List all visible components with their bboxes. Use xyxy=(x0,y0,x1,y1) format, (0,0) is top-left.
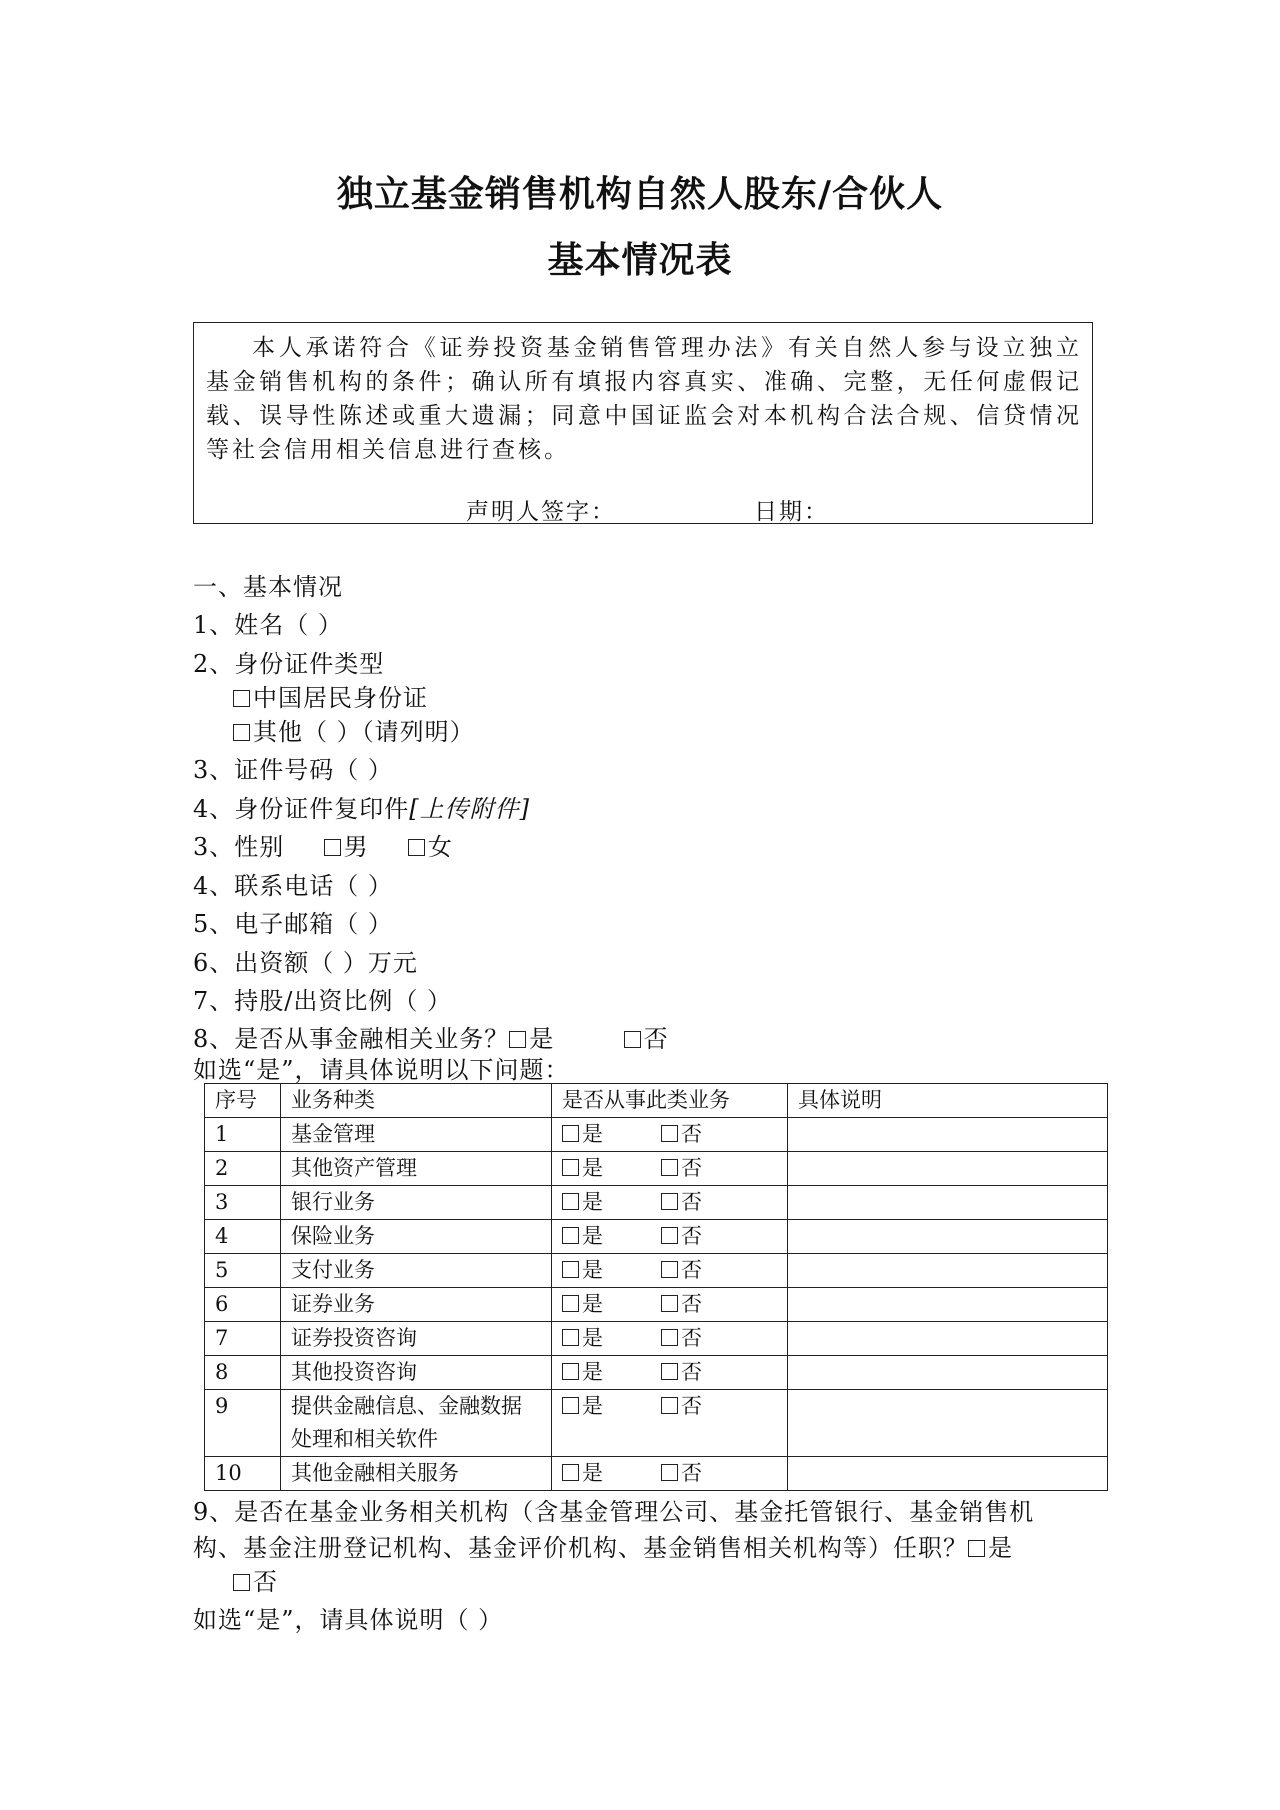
row-detail[interactable] xyxy=(788,1152,1108,1186)
q8-yes-checkbox[interactable] xyxy=(509,1031,526,1048)
row-no: 7 xyxy=(205,1322,281,1356)
table-row xyxy=(205,1288,1108,1322)
id-option-resident[interactable] xyxy=(233,678,428,713)
declaration-box xyxy=(193,322,1093,524)
row-no-label: 否 xyxy=(681,1156,702,1180)
row-engaged xyxy=(552,1457,788,1491)
item-ratio: 7、持股/出资比例（ ） xyxy=(193,987,452,1015)
row-no-checkbox[interactable] xyxy=(661,1397,678,1414)
row-yes-checkbox[interactable] xyxy=(562,1193,579,1210)
row-detail[interactable] xyxy=(788,1220,1108,1254)
item-id-copy xyxy=(193,789,530,824)
q8-label: 8、是否从事金融相关业务？ xyxy=(193,1025,510,1053)
row-no-checkbox[interactable] xyxy=(661,1125,678,1142)
table-row xyxy=(205,1457,1108,1491)
upload-attachment-link[interactable]: [上传附件] xyxy=(409,795,531,823)
row-engaged xyxy=(552,1322,788,1356)
item-q8 xyxy=(193,1019,669,1054)
row-no-checkbox[interactable] xyxy=(661,1261,678,1278)
female-label: 女 xyxy=(427,833,453,861)
q8-note: 如选“是”，请具体说明以下问题： xyxy=(193,1056,570,1084)
row-engaged xyxy=(552,1152,788,1186)
table-row xyxy=(205,1118,1108,1152)
other-id-label: 其他（ ）（请列明） xyxy=(253,718,475,746)
table-row xyxy=(205,1186,1108,1220)
form-title-line2: 基本情况表 xyxy=(547,240,733,281)
q9-no-label: 否 xyxy=(253,1568,278,1596)
header-engaged: 是否从事此类业务 xyxy=(552,1084,788,1118)
row-no-label: 否 xyxy=(681,1122,702,1146)
row-detail[interactable] xyxy=(788,1254,1108,1288)
row-yes-label: 是 xyxy=(582,1156,603,1180)
row-detail[interactable] xyxy=(788,1390,1108,1457)
row-detail[interactable] xyxy=(788,1118,1108,1152)
header-detail: 具体说明 xyxy=(788,1084,1108,1118)
table-header-row xyxy=(205,1084,1108,1118)
row-no: 2 xyxy=(205,1152,281,1186)
section-title: 一、基本情况 xyxy=(193,573,343,601)
row-no-label: 否 xyxy=(681,1190,702,1214)
row-type: 其他投资咨询 xyxy=(281,1356,552,1390)
table-row xyxy=(205,1254,1108,1288)
female-checkbox[interactable] xyxy=(408,839,425,856)
table-row xyxy=(205,1322,1108,1356)
row-type: 支付业务 xyxy=(281,1254,552,1288)
form-title-line1: 独立基金销售机构自然人股东/合伙人 xyxy=(336,174,944,215)
row-no-label: 否 xyxy=(681,1258,702,1282)
q9-yes-checkbox[interactable] xyxy=(968,1540,985,1557)
table-row xyxy=(205,1220,1108,1254)
row-yes-label: 是 xyxy=(582,1224,603,1248)
row-no-checkbox[interactable] xyxy=(661,1193,678,1210)
male-label: 男 xyxy=(343,833,369,861)
row-engaged xyxy=(552,1390,788,1457)
row-no-label: 否 xyxy=(681,1461,702,1485)
row-yes-checkbox[interactable] xyxy=(562,1464,579,1481)
row-no-label: 否 xyxy=(681,1326,702,1350)
row-detail[interactable] xyxy=(788,1288,1108,1322)
header-no: 序号 xyxy=(205,1084,281,1118)
row-no-checkbox[interactable] xyxy=(661,1227,678,1244)
item-id-number: 3、证件号码（ ） xyxy=(193,756,393,784)
date-label: 日期： xyxy=(754,499,829,525)
row-no-label: 否 xyxy=(681,1292,702,1316)
row-no: 5 xyxy=(205,1254,281,1288)
row-detail[interactable] xyxy=(788,1186,1108,1220)
id-option-other[interactable] xyxy=(233,712,475,747)
table-row xyxy=(205,1390,1108,1457)
table-row xyxy=(205,1356,1108,1390)
row-yes-label: 是 xyxy=(582,1394,603,1418)
item-q9-no xyxy=(233,1562,278,1597)
q9-note: 如选“是”，请具体说明（ ） xyxy=(193,1606,504,1634)
row-yes-checkbox[interactable] xyxy=(562,1227,579,1244)
item-capital: 6、出资额（ ）万元 xyxy=(193,949,418,977)
row-no-checkbox[interactable] xyxy=(661,1295,678,1312)
row-no-checkbox[interactable] xyxy=(661,1159,678,1176)
resident-id-label: 中国居民身份证 xyxy=(253,684,428,712)
row-type: 银行业务 xyxy=(281,1186,552,1220)
signature-label: 声明人签字： xyxy=(466,499,616,525)
row-yes-checkbox[interactable] xyxy=(562,1125,579,1142)
item-phone: 4、联系电话（ ） xyxy=(193,872,393,900)
row-no: 4 xyxy=(205,1220,281,1254)
q8-no-label: 否 xyxy=(643,1025,669,1053)
row-yes-checkbox[interactable] xyxy=(562,1329,579,1346)
id-copy-label: 4、身份证件复印件 xyxy=(193,795,410,823)
row-yes-label: 是 xyxy=(582,1360,603,1384)
row-engaged xyxy=(552,1118,788,1152)
row-no-checkbox[interactable] xyxy=(661,1363,678,1380)
q9-label: 构、基金注册登记机构、基金评价机构、基金销售相关机构等）任职？ xyxy=(193,1534,968,1562)
other-id-checkbox[interactable] xyxy=(233,724,250,741)
row-detail[interactable] xyxy=(788,1457,1108,1491)
row-yes-checkbox[interactable] xyxy=(562,1261,579,1278)
q9-no-checkbox[interactable] xyxy=(233,1574,250,1591)
row-engaged xyxy=(552,1254,788,1288)
table-row xyxy=(205,1152,1108,1186)
row-type: 基金管理 xyxy=(281,1118,552,1152)
gender-label: 3、性别 xyxy=(193,833,285,861)
q9-yes-label: 是 xyxy=(988,1534,1013,1562)
resident-id-checkbox[interactable] xyxy=(233,690,250,707)
business-table xyxy=(204,1083,1108,1491)
item-email: 5、电子邮箱（ ） xyxy=(193,910,393,938)
row-no-label: 否 xyxy=(681,1224,702,1248)
row-type: 其他金融相关服务 xyxy=(281,1457,552,1491)
row-type: 其他资产管理 xyxy=(281,1152,552,1186)
male-checkbox[interactable] xyxy=(324,839,341,856)
row-yes-label: 是 xyxy=(582,1326,603,1350)
row-yes-checkbox[interactable] xyxy=(562,1159,579,1176)
row-no: 3 xyxy=(205,1186,281,1220)
row-engaged xyxy=(552,1220,788,1254)
row-yes-label: 是 xyxy=(582,1190,603,1214)
row-type: 保险业务 xyxy=(281,1220,552,1254)
row-type: 证券业务 xyxy=(281,1288,552,1322)
item-gender xyxy=(193,827,453,862)
row-type: 提供金融信息、金融数据处理和相关软件 xyxy=(281,1390,552,1457)
row-no-checkbox[interactable] xyxy=(661,1329,678,1346)
row-yes-checkbox[interactable] xyxy=(562,1363,579,1380)
row-yes-label: 是 xyxy=(582,1461,603,1485)
row-no-label: 否 xyxy=(681,1394,702,1418)
row-detail[interactable] xyxy=(788,1356,1108,1390)
row-type: 证券投资咨询 xyxy=(281,1322,552,1356)
row-yes-checkbox[interactable] xyxy=(562,1397,579,1414)
row-yes-label: 是 xyxy=(582,1258,603,1282)
row-no: 8 xyxy=(205,1356,281,1390)
row-yes-label: 是 xyxy=(582,1292,603,1316)
declaration-text: 本人承诺符合《证券投资基金销售管理办法》有关自然人参与设立独立基金销售机构的条件；确认所有填报内容真实、准确、完整，无任何虚假记载、误导性陈述或重大遗漏；同意中国证监会对本机构合法合规、信贷情况等社会信用相关信息进行查核。 xyxy=(206,335,1082,463)
row-no: 10 xyxy=(205,1457,281,1491)
row-no: 1 xyxy=(205,1118,281,1152)
row-engaged xyxy=(552,1186,788,1220)
row-yes-label: 是 xyxy=(582,1122,603,1146)
row-no-label: 否 xyxy=(681,1360,702,1384)
row-no-checkbox[interactable] xyxy=(661,1464,678,1481)
item-q9-line2 xyxy=(193,1528,1013,1563)
row-yes-checkbox[interactable] xyxy=(562,1295,579,1312)
row-engaged xyxy=(552,1356,788,1390)
row-engaged xyxy=(552,1288,788,1322)
header-type: 业务种类 xyxy=(281,1084,552,1118)
item-name: 1、姓名（ ） xyxy=(193,611,343,639)
row-no: 9 xyxy=(205,1390,281,1457)
q8-yes-label: 是 xyxy=(529,1025,555,1053)
row-detail[interactable] xyxy=(788,1322,1108,1356)
item-q9-line1: 9、是否在基金业务相关机构（含基金管理公司、基金托管银行、基金销售机 xyxy=(193,1498,1035,1526)
q8-no-checkbox[interactable] xyxy=(624,1031,641,1048)
row-no: 6 xyxy=(205,1288,281,1322)
item-id-type: 2、身份证件类型 xyxy=(193,650,385,678)
